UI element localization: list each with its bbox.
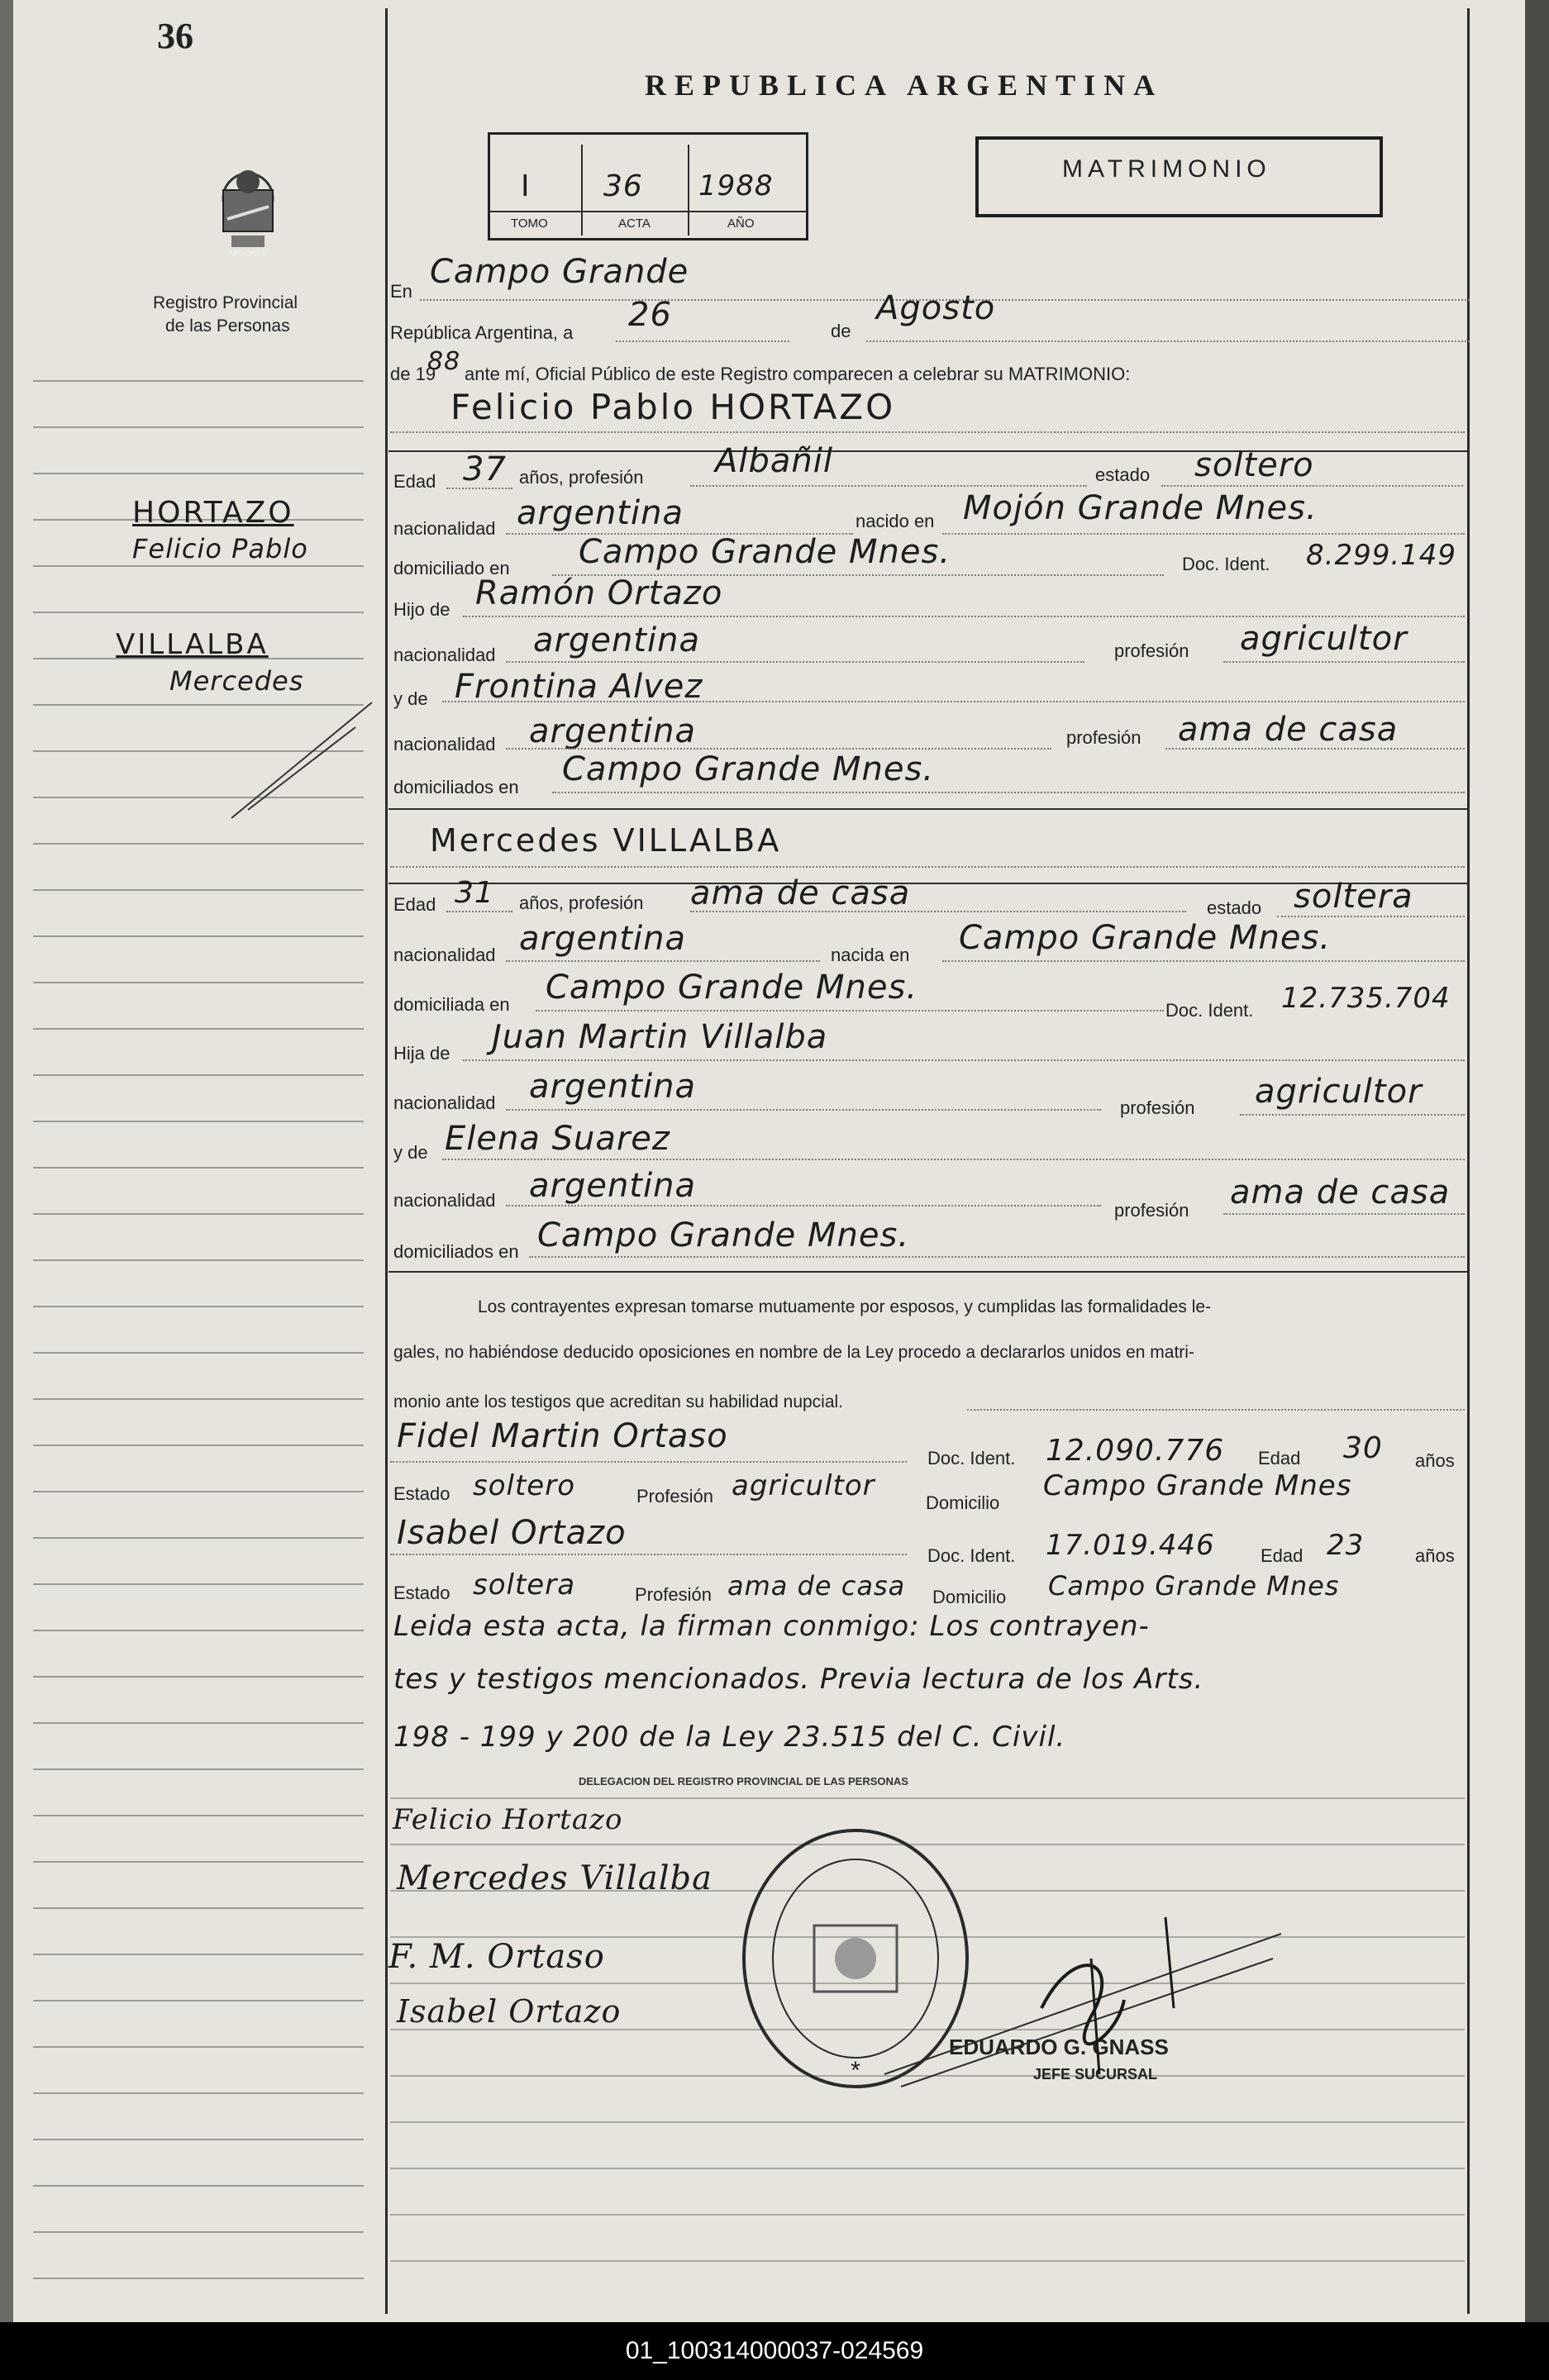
republic-label: República Argentina, a (390, 322, 574, 343)
groom-nacionalidad-label: nacionalidad (393, 518, 496, 539)
witness1-domicile: Campo Grande Mnes (1043, 1469, 1352, 1502)
margin-ruled-line (33, 2092, 364, 2094)
bride-hija-label: Hija de (393, 1043, 450, 1064)
margin-ruled-line (33, 1537, 364, 1539)
bride-status: soltera (1294, 878, 1413, 916)
groom-father: Ramón Ortazo (475, 574, 723, 612)
bride-domicile: Campo Grande Mnes. (546, 969, 918, 1007)
bride-father-nationality-line (506, 1109, 1101, 1111)
image-id-footer: 01_100314000037-024569 (0, 2322, 1549, 2380)
registry-name-line2: de las Personas (165, 317, 290, 336)
bride-mother-nationality-line (506, 1205, 1101, 1207)
margin-ruled-line (33, 1352, 364, 1354)
bride-end-rule (388, 1271, 1470, 1273)
groom-father-profession: agricultor (1240, 620, 1408, 658)
witness2-name-line (390, 1554, 907, 1555)
margin-ruled-line (33, 2278, 364, 2279)
margin-ruled-line (33, 1074, 364, 1076)
margin-ruled-line (33, 1121, 364, 1122)
groom-status: soltero (1194, 446, 1314, 484)
groom-anos-profesion-label: años, profesión (519, 467, 644, 488)
bride-edad-label: Edad (393, 894, 436, 915)
signature-witness2: Isabel Ortazo (397, 1993, 622, 2030)
groom-end-rule (388, 808, 1470, 810)
bride-age: 31 (455, 876, 494, 910)
margin-ruled-line (33, 2046, 364, 2048)
bride-name: Mercedes VILLALBA (430, 822, 782, 859)
tomo-label: TOMO (511, 217, 548, 231)
groom-mother-nationality-line (506, 748, 1051, 750)
groom-mother-nationality: argentina (529, 712, 696, 750)
witness2-profession: ama de casa (727, 1570, 906, 1602)
signature-witness1: F. M. Ortaso (388, 1938, 605, 1976)
groom-birthplace: Mojón Grande Mnes. (963, 489, 1318, 527)
margin-ruled-line (33, 1398, 364, 1400)
bride-age-line (446, 911, 512, 912)
margin-ruled-line (33, 1954, 364, 1955)
right-border (1467, 8, 1470, 2314)
declaration-line1: Los contrayentes expresan tomarse mutuamente por esposos, y cumplidas las formalidades le- (478, 1297, 1212, 1316)
groom-y-de-label: y de (393, 688, 428, 709)
margin-ruled-line (33, 1491, 364, 1492)
svg-text:*: * (851, 2057, 860, 2084)
witness1-age: 30 (1343, 1431, 1383, 1465)
groom-domicile: Campo Grande Mnes. (579, 533, 951, 571)
witness2-doc: 17.019.446 (1046, 1529, 1215, 1562)
groom-status-line (1161, 485, 1463, 487)
bride-mother-line (442, 1159, 1465, 1160)
margin-ruled-line (33, 2231, 364, 2233)
bride-nationality: argentina (519, 920, 686, 958)
bride-father-profession-line (1240, 1114, 1465, 1116)
margin-ruled-line (33, 1907, 364, 1909)
bride-doc: 12.735.704 (1281, 982, 1451, 1015)
registry-logo (198, 157, 298, 264)
body-ruled-line (390, 2260, 1465, 2262)
registry-name-line1: Registro Provincial (153, 293, 298, 312)
intro-day: 26 (628, 296, 672, 334)
body-ruled-line (390, 2168, 1465, 2169)
closing-line1: Leida esta acta, la firman conmigo: Los contrayen- (393, 1610, 1150, 1643)
margin-ruled-line (33, 1167, 364, 1169)
witness1-doc: 12.090.776 (1046, 1434, 1225, 1468)
margin-ruled-line (33, 1676, 364, 1678)
groom-domiciliado-label: domiciliado en (393, 558, 510, 578)
bride-doc-label: Doc. Ident. (1165, 1000, 1254, 1021)
margin-ruled-line (33, 1259, 364, 1261)
groom-mother: Frontina Alvez (455, 668, 703, 706)
witness2-domicilio-label: Domicilio (932, 1587, 1007, 1607)
margin-divider (385, 8, 388, 2314)
groom-nacido-label: nacido en (856, 511, 935, 531)
margin-groom-given: Felicio Pablo (132, 533, 308, 564)
groom-name-line (390, 431, 1465, 433)
signature-bride: Mercedes Villalba (397, 1859, 713, 1897)
witness1-name-line (390, 1461, 907, 1463)
year-prefix: de 19 (390, 364, 436, 384)
bride-birthplace-line (942, 960, 1465, 962)
bride-parents-domicile-line (529, 1256, 1465, 1258)
groom-profession-line (690, 485, 1087, 487)
bride-domiciliados-label: domiciliados en (393, 1241, 519, 1262)
margin-ruled-line (33, 1028, 364, 1030)
intro-year: 88 (427, 347, 461, 376)
groom-age: 37 (463, 450, 507, 488)
witness2-edad-label: Edad (1261, 1545, 1304, 1566)
binding-edge (0, 0, 13, 2322)
bride-birthplace: Campo Grande Mnes. (959, 919, 1332, 957)
registry-box-divider-2 (688, 145, 689, 236)
acta-label: ACTA (618, 217, 651, 231)
groom-age-line (446, 488, 512, 489)
groom-father-nationality-line (506, 661, 1084, 663)
groom-mother-nacionalidad-label: nacionalidad (393, 734, 496, 754)
bride-mother-nationality: argentina (529, 1167, 696, 1205)
groom-father-profession-line (1223, 661, 1465, 663)
bride-nacida-label: nacida en (831, 945, 910, 965)
witness2-profesion-label: Profesión (635, 1584, 712, 1605)
groom-doc: 8.299.149 (1306, 539, 1457, 572)
bride-father-profession: agricultor (1255, 1073, 1423, 1111)
margin-ruled-line (33, 843, 364, 845)
registry-box-divider-1 (581, 145, 583, 236)
margin-ruled-line (33, 426, 364, 428)
witness1-edad-label: Edad (1258, 1448, 1301, 1468)
act-type-label: MATRIMONIO (1062, 155, 1271, 183)
bride-y-de-label: y de (393, 1142, 428, 1163)
groom-doc-label: Doc. Ident. (1182, 554, 1270, 574)
groom-mother-line (442, 701, 1465, 702)
intro-month: Agosto (876, 289, 996, 327)
groom-profession: Albañil (715, 442, 833, 480)
closing-line3: 198 - 199 y 200 de la Ley 23.515 del C. Civil. (393, 1721, 1066, 1754)
witness2-age: 23 (1327, 1529, 1365, 1562)
stamp-officer: EDUARDO G. GNASS (949, 2035, 1169, 2059)
witness2-status: soltera (473, 1568, 576, 1602)
groom-mother-profesion-label: profesión (1066, 727, 1141, 748)
bride-mother: Elena Suarez (445, 1120, 670, 1158)
groom-edad-label: Edad (393, 471, 436, 492)
intro-text: ante mí, Oficial Público de este Registro comparecen a celebrar su MATRIMONIO: (465, 364, 1131, 384)
margin-ruled-line (33, 565, 364, 567)
logo-shield (223, 190, 273, 231)
bride-father: Juan Martin Villalba (492, 1018, 828, 1056)
margin-ruled-line (33, 889, 364, 891)
margin-ruled-line (33, 473, 364, 474)
margin-ruled-line (33, 1630, 364, 1631)
groom-father-nacionalidad-label: nacionalidad (393, 645, 496, 665)
page-edge (1525, 0, 1549, 2322)
bride-status-line (1277, 916, 1465, 917)
stamp-officer-title: JEFE SUCURSAL (1033, 2066, 1158, 2082)
declaration-line2: gales, no habiéndose deducido oposiciones en nombre de la Ley procedo a declararlos unidos en matri- (393, 1343, 1194, 1362)
groom-mother-profession: ama de casa (1178, 711, 1399, 749)
groom-nationality: argentina (517, 494, 684, 532)
bride-domiciliada-label: domiciliada en (393, 994, 510, 1015)
groom-father-nationality: argentina (533, 621, 700, 659)
intro-day-line (616, 340, 789, 342)
groom-birthplace-line (942, 533, 1465, 535)
signature-groom: Felicio Hortazo (393, 1803, 623, 1836)
page-number: 36 (157, 16, 193, 56)
margin-ruled-line (33, 2185, 364, 2187)
intro-month-line (866, 340, 1470, 342)
margin-ruled-line (33, 1445, 364, 1446)
witness2-anos-label: años (1415, 1545, 1455, 1566)
bride-father-nacionalidad-label: nacionalidad (393, 1092, 496, 1113)
witness1-name: Fidel Martin Ortaso (397, 1417, 728, 1455)
de-label: de (831, 321, 851, 341)
witness1-doc-label: Doc. Ident. (927, 1448, 1016, 1468)
margin-bride-surname: VILLALBA (116, 628, 269, 661)
bride-mother-nacionalidad-label: nacionalidad (393, 1190, 496, 1211)
groom-father-line (463, 616, 1465, 617)
witness1-status: soltero (473, 1469, 575, 1502)
intro-place: Campo Grande (430, 253, 689, 291)
country-heading: REPUBLICA ARGENTINA (645, 69, 1164, 102)
margin-ruled-line (33, 1722, 364, 1724)
margin-ruled-line (33, 1768, 364, 1770)
groom-domiciliados-label: domiciliados en (393, 777, 519, 797)
margin-groom-surname: HORTAZO (132, 496, 294, 530)
bride-anos-profesion-label: años, profesión (519, 892, 644, 913)
bride-father-line (463, 1059, 1465, 1061)
bride-nacionalidad-label: nacionalidad (393, 945, 496, 965)
margin-ruled-line (33, 1583, 364, 1585)
bride-profession: ama de casa (690, 874, 911, 912)
bride-father-profesion-label: profesión (1120, 1097, 1195, 1118)
bride-mother-profession: ama de casa (1230, 1173, 1451, 1211)
margin-ruled-line (33, 2139, 364, 2140)
declaration-line3-trail (967, 1409, 1465, 1411)
en-label: En (390, 281, 412, 302)
margin-ruled-line (33, 2000, 364, 2002)
witness1-anos-label: años (1415, 1450, 1455, 1471)
margin-ruled-line (33, 935, 364, 937)
witness2-estado-label: Estado (393, 1583, 450, 1603)
groom-mother-profession-line (1165, 748, 1465, 750)
stamp-text: DELEGACION DEL REGISTRO PROVINCIAL DE LAS PERSONAS (579, 1775, 908, 1787)
margin-ruled-line (33, 1306, 364, 1307)
body-ruled-line (390, 1797, 1465, 1799)
margin-ruled-line (33, 1213, 364, 1215)
bride-father-nationality: argentina (529, 1068, 696, 1106)
bride-nationality-line (506, 960, 820, 962)
bride-estado-label: estado (1207, 897, 1262, 918)
official-signature (876, 1909, 1289, 2099)
groom-estado-label: estado (1095, 464, 1151, 485)
bride-domicile-line (536, 1010, 1164, 1011)
logo-sun (236, 170, 260, 193)
registry-box-rule (488, 211, 806, 212)
ano-label: AÑO (727, 217, 755, 231)
groom-name: Felicio Pablo HORTAZO (450, 387, 896, 427)
groom-hijo-label: Hijo de (393, 599, 450, 620)
margin-ruled-line (33, 1861, 364, 1863)
bride-name-line (390, 866, 1465, 868)
witness2-domicile: Campo Grande Mnes (1048, 1570, 1340, 1602)
witness2-doc-label: Doc. Ident. (927, 1545, 1016, 1566)
body-ruled-line (390, 2121, 1465, 2123)
closing-line2: tes y testigos mencionados. Previa lectura de los Arts. (393, 1663, 1204, 1696)
margin-ruled-line (33, 982, 364, 983)
groom-parents-domicile: Campo Grande Mnes. (562, 750, 935, 788)
witness1-domicilio-label: Domicilio (926, 1492, 1000, 1513)
tomo-value: I (521, 169, 531, 203)
acta-value: 36 (603, 169, 643, 203)
declaration-line3: monio ante los testigos que acreditan su habilidad nupcial. (393, 1392, 844, 1411)
witness1-estado-label: Estado (393, 1483, 450, 1504)
logo-seal-text: MISIONES (230, 250, 267, 258)
margin-ruled-line (33, 380, 364, 382)
logo-ribbon (231, 236, 265, 247)
groom-parents-domicile-line (552, 792, 1465, 793)
margin-ruled-line (33, 612, 364, 613)
bride-mother-profesion-label: profesión (1114, 1200, 1189, 1221)
bride-parents-domicile: Campo Grande Mnes. (537, 1216, 910, 1254)
margin-ruled-line (33, 1815, 364, 1816)
ano-value: 1988 (698, 169, 774, 202)
witness2-name: Isabel Ortazo (397, 1514, 627, 1552)
groom-father-profesion-label: profesión (1114, 640, 1189, 661)
bride-profession-line (690, 911, 1186, 912)
witness1-profesion-label: Profesión (636, 1486, 713, 1507)
bride-mother-profession-line (1223, 1213, 1465, 1215)
margin-diagonal-strokes (215, 694, 380, 826)
margin-bride-given: Mercedes (169, 665, 304, 697)
witness1-profession: agricultor (732, 1469, 875, 1502)
body-ruled-line (390, 2214, 1465, 2216)
